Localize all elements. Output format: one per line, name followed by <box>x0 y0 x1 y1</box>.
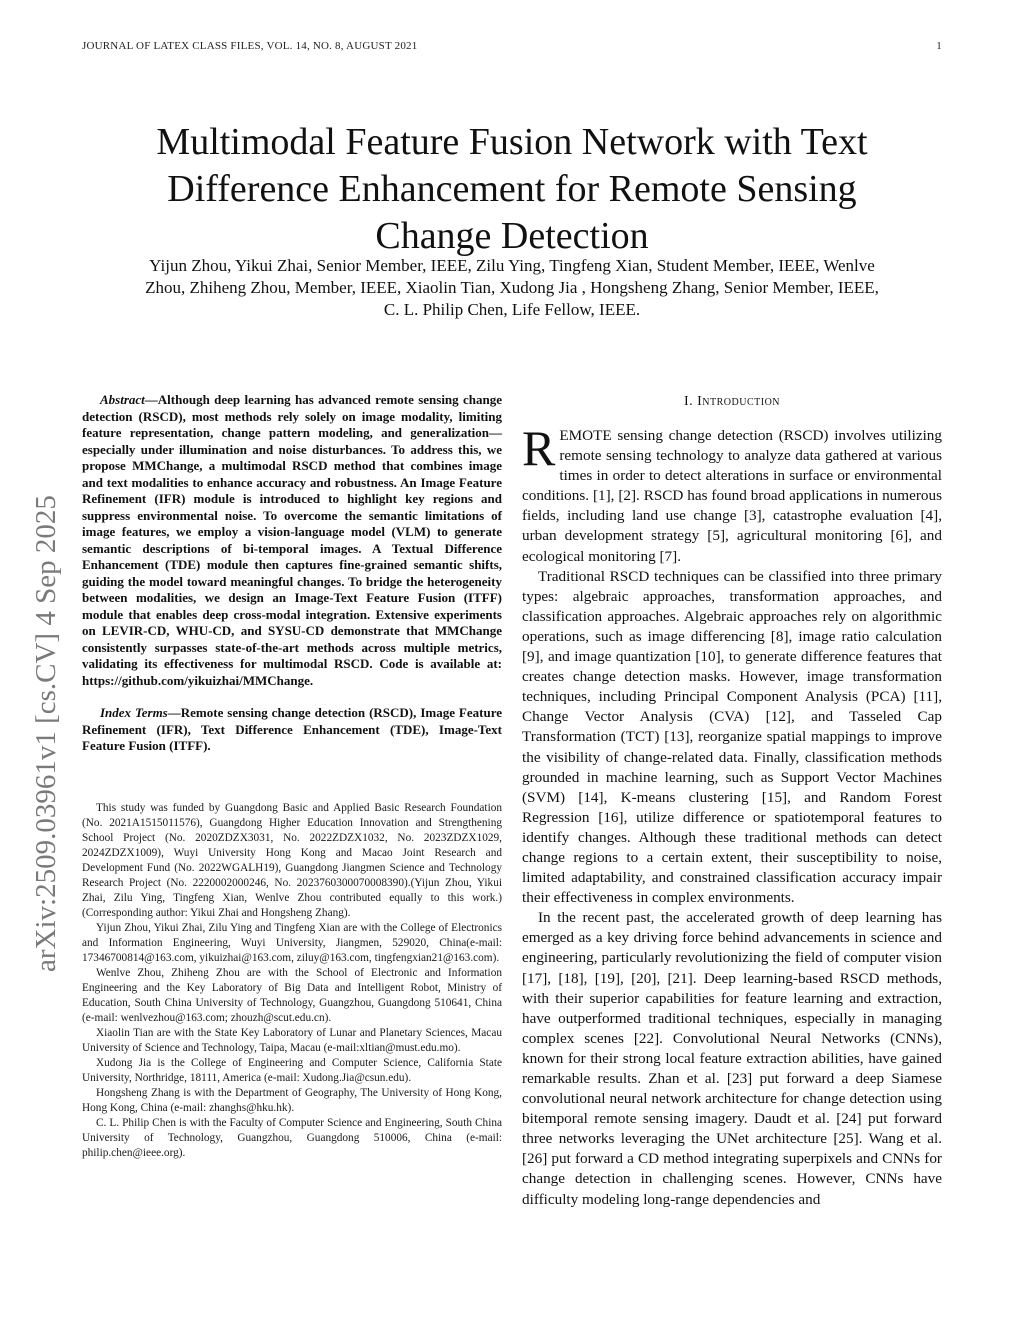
abstract-text: —Although deep learning has advanced remote sensing change detection (RSCD), most methods rely solely on image modality, limiting feature representation, change pattern modeling, and generalization—especially under illumination and noise disturbances. To address this, we propose MMChange, a multimodal RSCD method that combines image and text modalities to enhance accuracy and robustness. An Image Feature Refinement (IFR) module is introduced to highlight key regions and suppress environmental noise. To overcome the semantic limitations of image features, we employ a vision-language model (VLM) to generate semantic descriptions of bi-temporal images. A Textual Difference Enhancement (TDE) module then captures fine-grained semantic shifts, guiding the model toward meaningful changes. To bridge the heterogeneity between modalities, we design an Image-Text Feature Fusion (ITFF) module that enables deep cross-modal integration. Extensive experiments on LEVIR-CD, WHU-CD, and SYSU-CD demonstrate that MMChange consistently surpasses state-of-the-art methods across multiple metrics, validating its effectiveness for multimodal RSCD. Code is available at: https://github.com/yikuizhai/MMChange. <box>82 392 502 688</box>
left-column <box>82 392 502 1161</box>
footnote-affiliation: Xudong Jia is the College of Engineering and Computer Science, California State University, Northridge, 18111, America (e-mail: Xudong.Jia@csun.edu). <box>82 1056 502 1084</box>
running-head <box>82 40 942 52</box>
running-head-text: JOURNAL OF LATEX CLASS FILES, VOL. 14, NO. 8, AUGUST 2021 <box>82 40 418 52</box>
author-line-2: Zhou, Zhiheng Zhou, Member, IEEE, Xiaolin Tian, Xudong Jia , Hongsheng Zhang, Senior Member, IEEE, <box>145 278 879 297</box>
footnote-affiliation: Hongsheng Zhang is with the Department of Geography, The University of Hong Kong, Hong Kong, China (e-mail: zhanghs@hku.hk). <box>82 1086 502 1114</box>
footnote-affiliation: Wenlve Zhou, Zhiheng Zhou are with the School of Electronic and Information Engineering and the Key Laboratory of Big Data and Intelligent Robot, Ministry of Education, South China University of Technology, Guangzhou, Guangdong 510641, China (e-mail: wenlvezhou@163.com; zhouzh@scut.edu.cn). <box>82 966 502 1024</box>
footnote-affiliation: Yijun Zhou, Yikui Zhai, Zilu Ying and Tingfeng Xian are with the College of Electronics and Information Engineering, Wuyi University, Jiangmen, 529020, China(e-mail: 17346700814@163.com, yikuizhai@163.com, ziluy@163.com, tingfengxian21@163.com). <box>82 921 502 964</box>
title-line-2: Difference Enhancement for Remote Sensing <box>167 168 857 211</box>
index-terms-label: Index Terms <box>100 705 168 720</box>
intro-paragraph: In the recent past, the accelerated growth of deep learning has emerged as a key driving force behind advancements in science and engineering, particularly revolutionizing the field of computer vision [17], [18], [19], [20], [21]. Deep learning-based RSCD methods, with their superior capabilities for feature learning and extraction, have outperformed traditional techniques, especially in managing complex scenes [22]. Convolutional Neural Networks (CNNs), known for their strong local feature extraction abilities, have gained remarkable results. Zhan et al. [23] put forward a deep Siamese convolutional neural network architecture for change detection using bitemporal remote sensing imagery. Daudt et al. [24] put forward three networks leveraging the UNet architecture [25]. Wang et al. [26] put forward a CD method integrating superpixels and CNNs for change detection in challenging scenes. However, CNNs have difficulty modeling long-range dependencies and <box>522 909 942 1208</box>
footnote-affiliation: C. L. Philip Chen is with the Faculty of Computer Science and Engineering, South China University of Technology, Guangzhou, Guangdong 510006, China (e-mail: philip.chen@ieee.org). <box>82 1116 502 1159</box>
abstract <box>82 392 502 689</box>
section-heading-introduction: I. Introduction <box>683 394 781 409</box>
index-terms <box>82 705 502 755</box>
right-column <box>522 392 942 1210</box>
intro-paragraph-text: EMOTE sensing change detection (RSCD) involves utilizing remote sensing technology to analyze data gathered at various times in order to detect alterations in surface or environmental conditions. [1], [2]. RSCD has found broad applications in numerous fields, including land use change [3], catastrophe evaluation [4], urban development strategy [5], agricultural monitoring [6], and ecological monitoring [7]. <box>522 427 942 565</box>
abstract-label: Abstract <box>100 392 145 407</box>
footnote-funding: This study was funded by Guangdong Basic and Applied Basic Research Foundation (No. 2021A1515011576), Guangdong Higher Education Innovation and Strengthening School Project (No. 2020ZDZX3031, No. 2022ZDZX1032, No. 2023ZDZX1029, 2024ZDZX1009), Wuyi University Hong Kong and Macao Joint Research and Development Fund (No. 2022WGALH19), Guangdong Jiangmen Science and Technology Research Project (No. 2220002000246, No. 2023760300070008390).(Yijun Zhou, Yikui Zhai, Zilu Ying, Tingfeng Xian, Wenlve Zhou contributed equally to this work.)(Corresponding author: Yikui Zhai and Hongsheng Zhang). <box>82 801 502 919</box>
author-line-1: Yijun Zhou, Yikui Zhai, Senior Member, IEEE, Zilu Ying, Tingfeng Xian, Student Member, IEEE, Wenlve <box>149 256 875 275</box>
footnotes <box>82 801 502 1161</box>
index-terms-text: —Remote sensing change detection (RSCD), Image Feature Refinement (IFR), Text Difference Enhancement (TDE), Image-Text Feature Fusion (ITFF). <box>82 705 502 753</box>
footnote-affiliation: Xiaolin Tian are with the State Key Laboratory of Lunar and Planetary Sciences, Macau University of Science and Technology, Taipa, Macau (e-mail:xltian@must.edu.mo). <box>82 1026 502 1054</box>
arxiv-identifier-stamp: arXiv:2509.03961v1 [cs.CV] 4 Sep 2025 <box>30 495 62 972</box>
author-line-3: C. L. Philip Chen, Life Fellow, IEEE. <box>383 300 641 319</box>
paper-title <box>82 119 942 260</box>
title-line-3: Change Detection <box>375 215 649 258</box>
page-number: 1 <box>936 40 942 52</box>
intro-paragraph <box>522 420 942 567</box>
author-list <box>82 255 942 321</box>
dropcap-letter: R <box>522 420 556 476</box>
intro-paragraph: Traditional RSCD techniques can be classified into three primary types: algebraic approaches, transformation approaches, and classification approaches. Algebraic approaches rely on algorithmic operations, such as image differencing [8], image ratio calculation [9], and image quantization [10], to generate difference features that creates change detection masks. However, image transformation techniques, including Principal Component Analysis (PCA) [11], Change Vector Analysis (CVA) [12], and Tasseled Cap Transformation (TCT) [13], reorganize spatial mappings to improve the visibility of change-related data. Finally, classification methods grounded in machine learning, such as Support Vector Machines (SVM) [14], K-means clustering [15], and Random Forest Regression [16], utilize difference or spatiotemporal features to identify changes. Although these traditional methods can detect change regions to a certain extent, their susceptibility to noise, limited adaptability, and constrained classification accuracy impair their effectiveness in complex environments. <box>522 567 942 907</box>
title-line-1: Multimodal Feature Fusion Network with Text <box>156 121 868 164</box>
